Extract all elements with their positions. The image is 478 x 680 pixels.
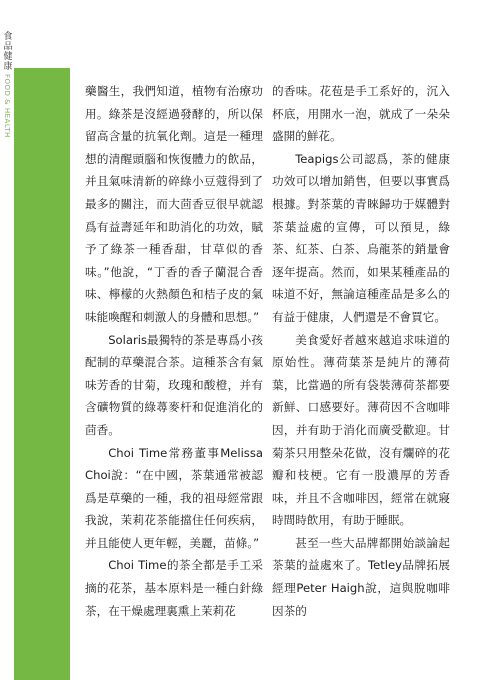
left-text-column [85,80,263,622]
paragraph: 甚至一些大品牌都開始談論起茶葉的益處來了。Tetley品牌拓展經理Peter Haigh說，這與脫咖啡因茶的 [272,535,450,618]
paragraph: 美食愛好者越來越追求味道的原始性。薄荷葉茶是純片的薄荷葉，比當過的所有袋裝薄荷茶都要新鮮、口感要好。薄荷因不含咖啡因，并有助于消化而廣受歡迎。甘菊茶只用整朵花做，沒有爛碎的花瓣和枝梗。它有一股濃厚的芳香味，并且不含咖啡因，經常在就寢時間時飲用，有助于睡眠。 [272,332,450,528]
paragraph: Teapigs公司認爲，茶的健康功效可以增加銷售，但要以事實爲根據。對茶葉的青睞歸功于媒體對茶葉益處的宣傳，可以預見，綠茶、紅茶、白茶、烏龍茶的銷量會逐年提高。然而，如果某種產品的味道不好，無論這種產品是多么的有益于健康，人們還是不會買它。 [272,151,450,324]
paragraph: Choi Time的茶全都是手工采摘的花茶，基本原料是一種白針綠茶，在干燥處理裏熏上茉莉花 [85,558,263,618]
section-label-chinese: 食品健康 [3,32,13,72]
paragraph: Choi Time常務董事Melissa Choi說：“在中國，茶葉通常被認爲是草藥的一種，我的祖母經常跟我說，茉莉花茶能擋住任何疾病，并且能使人更年輕，美麗，苗條。” [85,445,263,550]
paragraph: 藥醫生，我們知道，植物有治療功用。綠茶是沒經過發酵的，所以保留高含量的抗氧化劑。這是一種理想的清醒頭腦和恢復體力的飲品，并且氣味清新的碎綠小豆蔻得到了最多的關注，而大茴香豆很早就認爲有益壽延年和助消化的功效，賦予了綠茶一種香甜，甘草似的香味。”他說，“丁香的香子蘭混合香味、檸檬的火熱顏色和桔子皮的氣味能喚醒和刺激人的身體和思想。” [85,84,263,324]
green-margin-bar [14,68,70,680]
right-text-column [272,80,450,622]
paragraph: 的香味。花苞是手工系好的，沉入杯底，用開水一泡，就成了一朵朵盛開的鮮花。 [272,84,450,144]
section-label-english: FOOD & HEALTH [3,74,11,138]
section-label [2,32,14,138]
paragraph: Solaris最獨特的茶是專爲小孩配制的草藥混合茶。這種茶含有氣味芳香的甘菊，玫瑰和酸橙，并有含礦物質的綠蕁麥杆和促進消化的茴香。 [85,332,263,437]
